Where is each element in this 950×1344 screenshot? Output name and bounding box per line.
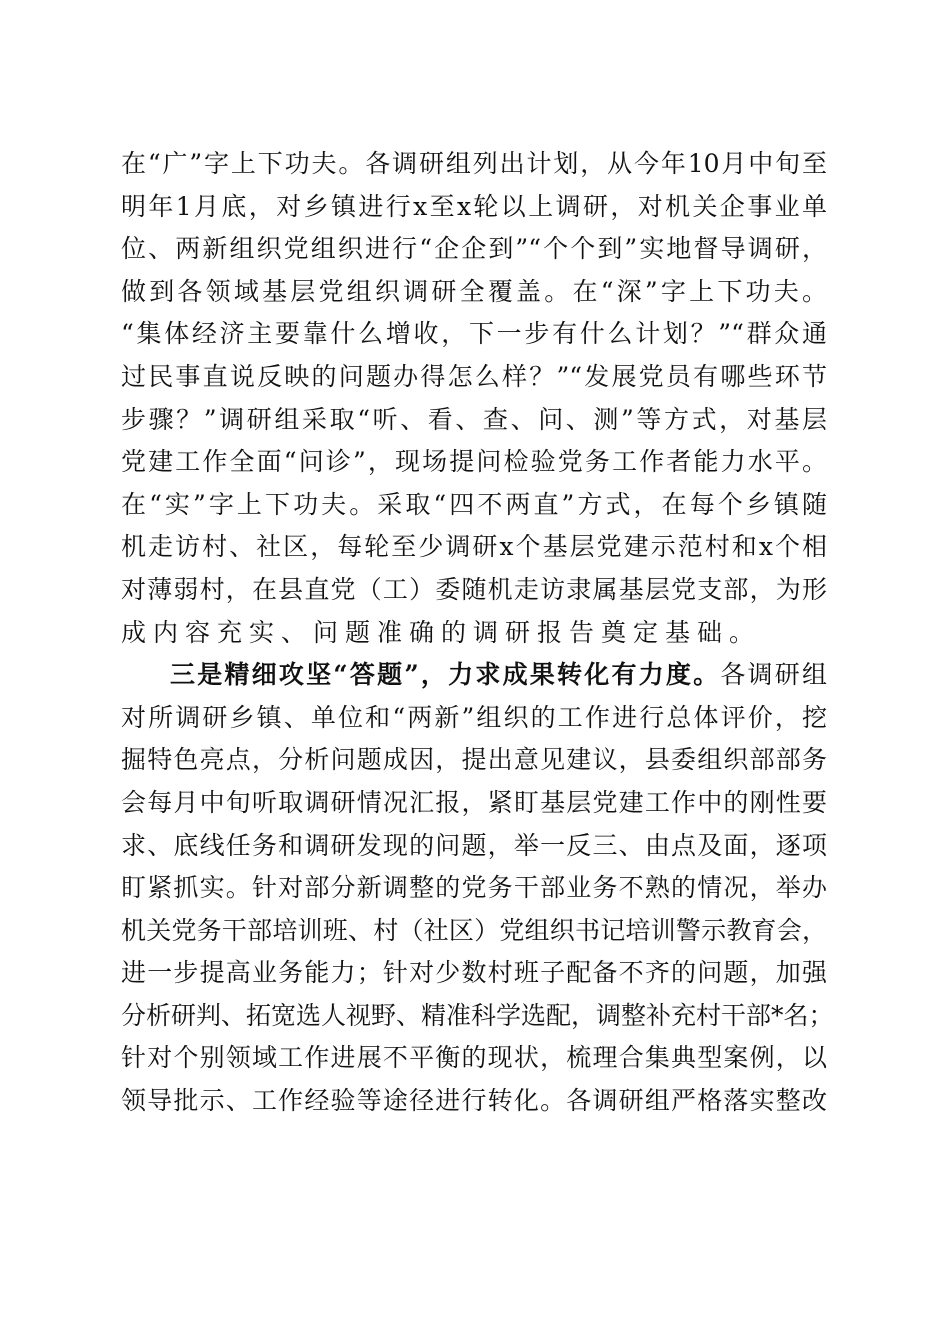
- text-line: 党建工作全面“问诊”，现场提问检验党务工作者能力水平。: [121, 447, 827, 477]
- text-line: 对所调研乡镇、单位和“两新”组织的工作进行总体评价，挖: [121, 702, 827, 732]
- text-line: 会每月中旬听取调研情况汇报，紧盯基层党建工作中的刚性要: [121, 787, 827, 817]
- text-line: 求、底线任务和调研发现的问题，举一反三、由点及面，逐项: [121, 830, 827, 860]
- text-line: 成内容充实、问题准确的调研报告奠定基础。: [121, 617, 762, 647]
- text-line: 做到各领域基层党组织调研全覆盖。在“深”字上下功夫。: [121, 276, 827, 306]
- text-line: 步骤？”调研组采取“听、看、查、问、测”等方式，对基层: [121, 404, 827, 434]
- heading-tail-text: 各调研组: [720, 660, 827, 690]
- text-line: 明年1月底，对乡镇进行x至x轮以上调研，对机关企事业单: [121, 191, 827, 221]
- text-line: 领导批示、工作经验等途径进行转化。各调研组严格落实整改: [121, 1086, 827, 1116]
- text-line: 在“广”字上下功夫。各调研组列出计划，从今年10月中旬至: [121, 149, 827, 178]
- text-line: 在“实”字上下功夫。采取“四不两直”方式，在每个乡镇随: [121, 489, 827, 519]
- section-heading: 三是精细攻坚“答题”，力求成果转化有力度。: [170, 660, 721, 690]
- paragraph-first-line: [121, 654, 827, 697]
- text-line: 盯紧抓实。针对部分新调整的党务干部业务不熟的情况，举办: [121, 873, 827, 903]
- text-line: 分析研判、拓宽选人视野、精准科学选配，调整补充村干部*名；: [121, 1000, 834, 1030]
- text-line: 过民事直说反映的问题办得怎么样？”“发展党员有哪些环节: [121, 361, 827, 391]
- text-line: “集体经济主要靠什么增收，下一步有什么计划？”“群众通: [121, 319, 827, 349]
- text-line: 进一步提高业务能力；针对少数村班子配备不齐的问题，加强: [121, 958, 827, 988]
- text-line: 对薄弱村，在县直党（工）委随机走访隶属基层党支部，为形: [121, 574, 827, 604]
- text-line: 针对个别领域工作进展不平衡的现状，梳理合集典型案例，以: [121, 1043, 827, 1073]
- text-line: 机关党务干部培训班、村（社区）党组织书记培训警示教育会，: [121, 915, 827, 945]
- document-body: [121, 143, 834, 1123]
- text-line: 位、两新组织党组织进行“企企到”“个个到”实地督导调研，: [121, 234, 827, 264]
- text-line: 掘特色亮点，分析问题成因，提出意见建议，县委组织部部务: [121, 745, 827, 775]
- paragraph-1: [121, 143, 827, 654]
- paragraph-2: [121, 654, 834, 1123]
- text-line: 机走访村、社区，每轮至少调研x个基层党建示范村和x个相: [121, 532, 827, 562]
